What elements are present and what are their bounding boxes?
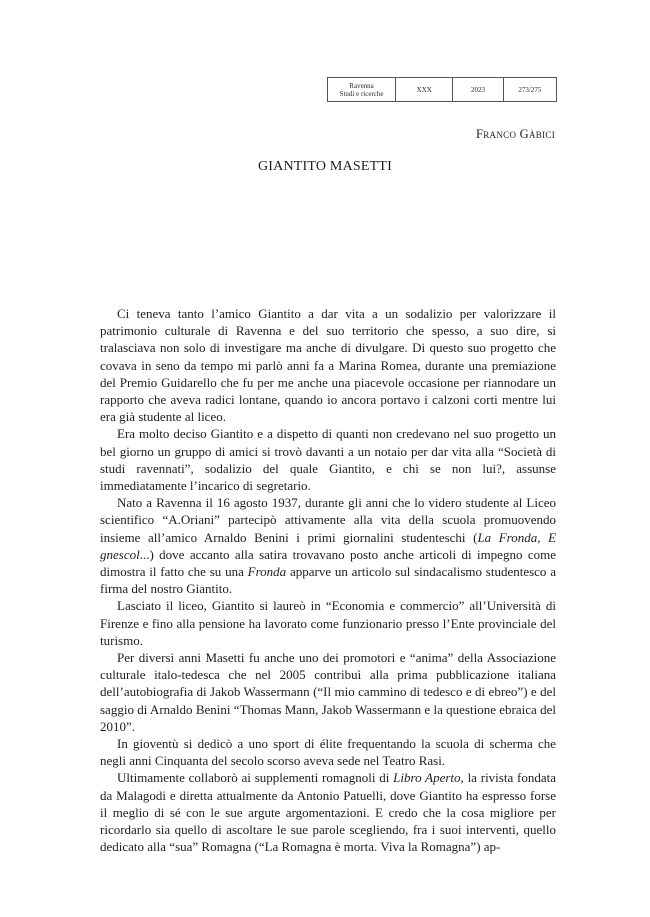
body-paragraph bbox=[100, 425, 556, 494]
italic-title-text: La Fronda bbox=[477, 529, 538, 545]
pages-cell bbox=[504, 78, 556, 101]
paragraph-text: In gioventù si dedicò a uno sport di élite frequentando la scuola di scherma che negli anni Cinquanta del secolo scorso aveva sede nel Teatro Rasi. bbox=[100, 736, 556, 769]
italic-title-text: E gnescol bbox=[100, 529, 557, 562]
body-paragraph bbox=[100, 769, 556, 855]
article-author: Franco Gàbici bbox=[475, 127, 555, 141]
italic-title-text: Libro Aperto bbox=[393, 770, 461, 786]
journal-name-line1: Ravenna bbox=[349, 81, 374, 90]
paragraph-text: Nato a Ravenna il 16 agosto 1937, durante gli anni che lo videro studente al Liceo scientifico “A.Oriani” partecipò attivamente alla vita della scuola promuovendo insieme all’amico Arnaldo Benini i primi giornalini studenteschi ( bbox=[100, 495, 556, 545]
paragraph-text: , la rivista fondata da Malagodi e diretta attualmente da Antonio Patuelli, dove Giantito ha espresso forse il meglio di sé con le sue argute argomentazioni. E credo che la cosa migliore per ricordarlo sia quello di ascoltare le sue parole scegliendo, fra i suoi interventi, quello dedicato alla “sua” Romagna (“La Romagna è morta. Viva la Romagna”) ap- bbox=[100, 770, 557, 855]
body-paragraph bbox=[100, 735, 556, 769]
volume-number: XXX bbox=[416, 85, 432, 94]
body-paragraph bbox=[100, 494, 556, 597]
body-paragraph bbox=[100, 597, 556, 649]
publication-year: 2023 bbox=[471, 85, 486, 94]
journal-header-table bbox=[327, 77, 557, 102]
page-range: 273/275 bbox=[518, 85, 542, 94]
body-paragraph bbox=[100, 305, 556, 425]
body-paragraph bbox=[100, 649, 556, 735]
journal-name-line2: Studi e ricerche bbox=[339, 89, 384, 98]
paragraph-text: Era molto deciso Giantito e a dispetto di quanti non credevano nel suo progetto un bel giorno un gruppo di amici si trovò davanti a un notaio per dar vita alla “Società di studi ravennati”, sodalizio del quale Giantito, e chi se non lui?, assunse immediatamente l’incarico di segretario. bbox=[100, 426, 556, 494]
article-title: GIANTITO MASETTI bbox=[258, 159, 392, 174]
volume-cell bbox=[396, 78, 453, 101]
paragraph-text: Per diversi anni Masetti fu anche uno dei promotori e “anima” della Associazione culturale italo-tedesca che nel 2005 contribuì alla prima pubblicazione italiana dell’autobiografia di Jakob Wassermann (“Il mio cammino di tedesco e di ebreo”) e del saggio di Arnaldo Benini “Thomas Mann, Jakob Wassermann e la questione ebraica del 2010”. bbox=[100, 650, 556, 734]
paragraph-text: , bbox=[537, 529, 549, 545]
italic-title-text: Fronda bbox=[247, 564, 287, 580]
paragraph-text: Ci teneva tanto l’amico Giantito a dar vita a un sodalizio per valorizzare il patrimonio culturale di Ravenna e del suo territorio che spesso, a suo dire, si tralasciava non solo di investigare ma anche di divulgare. Di questo suo progetto che covava in seno da tempo mi parlò anni fa a Marina Romea, durante una premiazione del Premio Guidarello che fu per me anche una piacevole occasione per riannodare un rapporto che aveva radici lontane, quando io ancora portavo i calzoni corti mentre lui era già studente al liceo. bbox=[100, 306, 556, 425]
year-cell bbox=[453, 78, 503, 101]
journal-name-cell bbox=[328, 78, 396, 101]
article-body bbox=[100, 305, 556, 856]
paragraph-text: ...) dove accanto alla satira trovavano posto anche articoli di impegno come dimostra il fatto che su una bbox=[100, 546, 556, 580]
paragraph-text: Lasciato il liceo, Giantito si laureò in “Economia e commercio” all’Università di Firenze e fino alla pensione ha lavorato come funzionario presso l’Ente provinciale del turismo. bbox=[100, 598, 556, 648]
paragraph-text: Ultimamente collaborò ai supplementi romagnoli di bbox=[117, 770, 394, 786]
paragraph-text: apparve un articolo sul sindacalismo studentesco a firma del nostro Giantito. bbox=[100, 564, 556, 597]
